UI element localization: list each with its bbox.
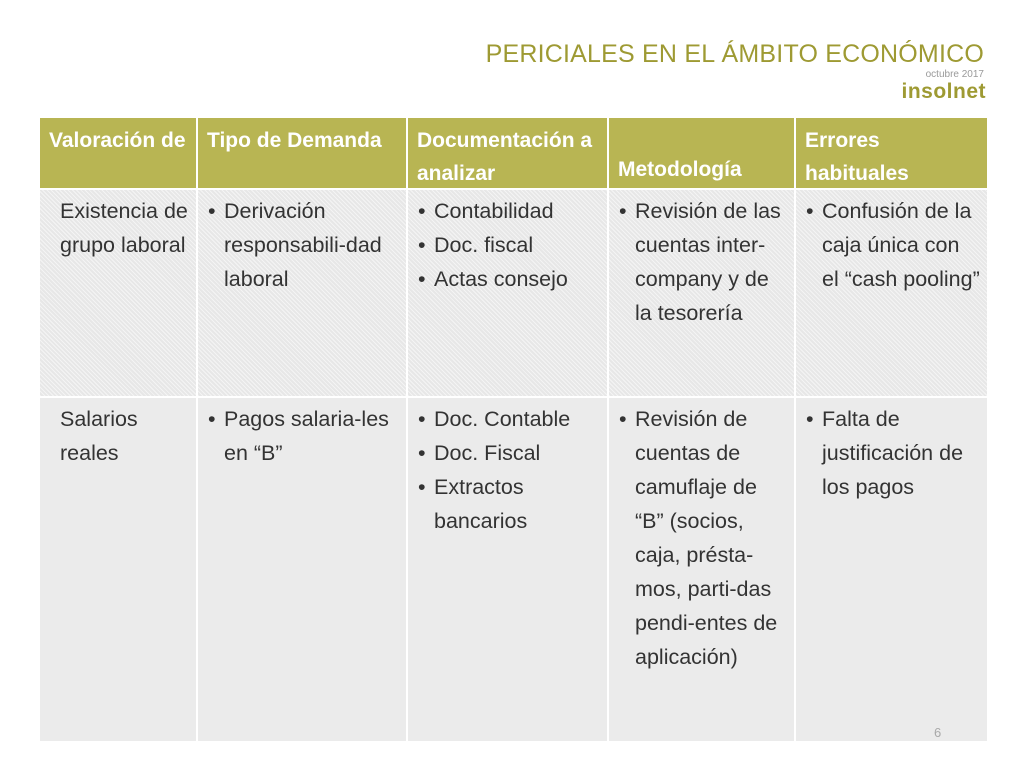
row2-tipo-list xyxy=(204,402,400,470)
row1-metodologia xyxy=(609,190,796,398)
list-item: • Actas consejo xyxy=(414,262,601,296)
row1-documentacion-list xyxy=(414,194,601,296)
page-number: 6 xyxy=(934,725,942,740)
row1-metodologia-list xyxy=(615,194,788,330)
row1-tipo xyxy=(198,190,408,398)
list-item: • Doc. Contable xyxy=(414,402,601,436)
row1-errores-list xyxy=(802,194,981,296)
list-item: • Falta de justificación de los pagos xyxy=(802,402,981,504)
header-tipo-demanda: Tipo de Demanda xyxy=(198,118,408,190)
list-item: • Derivación responsabili-dad laboral xyxy=(204,194,400,296)
page-title: PERICIALES EN EL ÁMBITO ECONÓMICO xyxy=(485,40,984,68)
header-date: octubre 2017 xyxy=(925,69,984,80)
row2-documentacion-list xyxy=(414,402,601,538)
header-documentacion: Documentación a analizar xyxy=(408,118,609,190)
row2-errores xyxy=(796,398,987,741)
list-item: • Revisión de cuentas de camuflaje de “B” (socios, caja, présta-mos, parti-das pendi-entes de aplicación) xyxy=(615,402,788,674)
row2-errores-list xyxy=(802,402,981,504)
row1-valoracion: Existencia de grupo laboral xyxy=(40,190,198,398)
row2-tipo xyxy=(198,398,408,741)
insolnet-logo: insolnet xyxy=(901,80,986,103)
row2-metodologia xyxy=(609,398,796,741)
header-valoracion: Valoración de xyxy=(40,118,198,190)
row1-errores xyxy=(796,190,987,398)
header-errores: Errores habituales xyxy=(796,118,987,190)
row1-documentacion xyxy=(408,190,609,398)
list-item: • Doc. Fiscal xyxy=(414,436,601,470)
header-metodologia-label: Metodología xyxy=(618,158,742,181)
row1-tipo-list xyxy=(204,194,400,296)
list-item: • Pagos salaria-les en “B” xyxy=(204,402,400,470)
list-item: • Doc. fiscal xyxy=(414,228,601,262)
row2-metodologia-list xyxy=(615,402,788,674)
list-item: • Revisión de las cuentas inter-company y de la tesorería xyxy=(615,194,788,330)
list-item: • Extractos bancarios xyxy=(414,470,601,538)
periciales-table xyxy=(40,118,987,741)
list-item: • Contabilidad xyxy=(414,194,601,228)
list-item: • Confusión de la caja única con el “cash pooling” xyxy=(802,194,981,296)
row2-documentacion xyxy=(408,398,609,741)
row2-valoracion: Salarios reales xyxy=(40,398,198,741)
header-metodologia xyxy=(609,118,796,190)
